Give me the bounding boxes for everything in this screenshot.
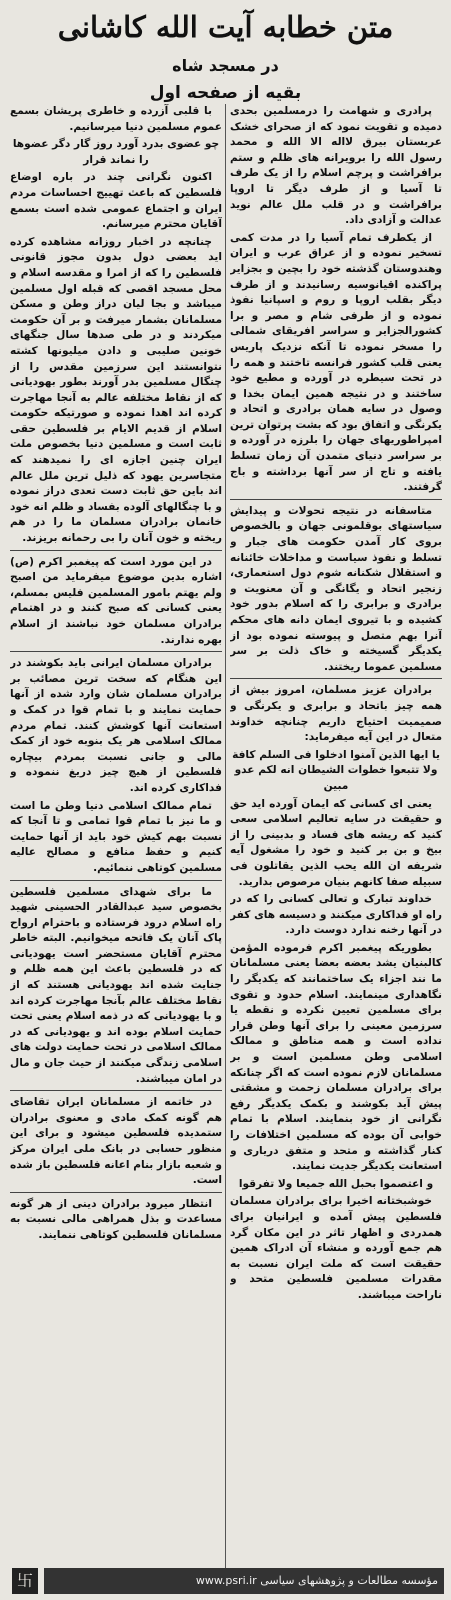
section-rule bbox=[10, 651, 222, 652]
paragraph: برادران عزیز مسلمان، امروز بیش از همه چیز باتحاد و برابری و یکرنگی و صمیمیت احتیاج داریم چنانچه خداوند متعال در این آیه میفرماید: bbox=[230, 684, 442, 744]
section-rule bbox=[10, 880, 222, 881]
paragraph: بطوریکه پیغمبر اکرم فرموده المؤمن کالبنیان یشد بعضه بعضا یعنی مسلمانان ما نند اجزاء یک ساختمانند که یکدیگر را نگاهداری مینمایند. اسلام حدود و تقوی برای مسلمین تعیین نکرده و نقطه یا سرزمین معینی را برای آنها وطن قرار نداده است و همه مناطق و ممالک اسلامی وطن مسلمین است و بر مسلمانان لازم نموده است که اگر چنانکه برای برادران مسلمان زحمت و مشقتی پیش آید بکوشند و بکمک یکدیگر رفع نگرانی از خود بنمایند. اسلام با تمام خوابی آن بوده که مسلمین اختلافات را کنار گذاشته و متحد و متفق دریاری و استعانت یکدیگر جدیت نمایند. bbox=[230, 941, 442, 1173]
section-rule bbox=[230, 678, 442, 679]
quran-verse: یا ایها الذین آمنوا ادخلوا فی السلم کافة ولا تتبعوا خطوات الشیطان انه لکم عدو مبین bbox=[232, 748, 440, 792]
paragraph: چنانچه در اخبار روزانه مشاهده کرده اید بعضی دول بدون مجوز قانونی فلسطین را که از امرا و مقدسه اسلام و محل مسجد اقصی که قبله اول مسلمین میباشد و بجا لیان دراز وطن و مسکن مسلمانان بشمار میرفت و بر آن حکومت میکردند و در طی صدها سال جنگهای خونین صلیبی و دادن میلیونها کشته نتوانستند این سرزمین مقدس را از چنگال مسلمین بدر آورند بطور بهودیانی که از نقاط مختلفه عالم به آنجا مهاجرت کرده اند اهدا نموده و صورتیکه حکومت اسلام از قدیم الایام بر فلسطین حقی ثابت است و مسلمین دنیا بخصوص ملت ایران چنین اجازه ای را نمیدهند که متجاسرین یهود که ذلیل ترین ملل عالم اند باین حق ثابت دست تعدی دراز نموده و با چنگالهای آلوده بفساد و ظلم انه خود خانمان برادران مسلمان ما را در هم ریخته و خون آنان را بی رحمانه بریزند. bbox=[10, 235, 222, 545]
paragraph: برادران مسلمان ایرانی باید بکوشند در این هنگام که سخت ترین مصائب بر برادران مسلمان شان وارد شده از آنها حمایت نمایند و با تمام قوا در کمک و استعانت آنها کوشش کنند. تمام مردم ممالک اسلامی هر یک بنوبه خود از کمک مالی و جانی نسبت بمردم بیچاره فلسطین از هیچ چیز دریغ ننموده و فداکاری کرده اند. bbox=[10, 657, 222, 794]
paragraph: ما برای شهدای مسلمین فلسطین بخصوص سید عبدالقادر الحسینی شهید راه اسلام درود فرستاده و باحترام ارواح پاک آنان یک فاتحه میخوانیم. البته خاطر محترم آقایان مستحضر است یهودیانی که در فلسطین باعث این همه ظلم و جنایت شده اند یهودیانی هستند که از نقاط مختلف عالم بآنجا مهاجرت کرده اند و با یهودیانی که در ذمه اسلام یعنی تحت حمایت اسلام بوده اند و یهودیانی که در ممالک اسلامی در تحت حمایت دولت های اسلامی زندگی میکنند از حیث جان و مال در امان میباشند. bbox=[10, 885, 222, 1085]
quran-verse: و اعتصموا بحبل الله جمیعا ولا تفرقوا bbox=[238, 1177, 434, 1190]
article-header bbox=[0, 0, 451, 112]
column-divider bbox=[225, 104, 226, 1594]
section-rule bbox=[10, 1192, 222, 1193]
paragraph: در خاتمه از مسلمانان ایران تقاضای هم گونه کمک مادی و معنوی برادران ستمدیده فلسطین میشود و برای این منظور حسابی در بانک ملی ایران مرکز و شعبه بازار بنام اعانه فلسطین باز شده است. bbox=[10, 1096, 222, 1187]
paragraph: یعنی ای کسانی که ایمان آورده اید حق و حقیقت در سایه تعالیم اسلامی سعی کنید که ریشه های فساد و بدبینی را از بیخ و بن بر کنید و خود را مشغول آیه شریفه ان الله یحب الذین یقاتلون فی سبیله صفا کانهم بنیان مرصوص بدارید. bbox=[230, 797, 442, 888]
watermark-footer: مؤسسه مطالعات و پژوهشهای سیاسی www.psri.ir bbox=[44, 1568, 444, 1594]
institute-logo-icon: 卐 bbox=[12, 1568, 38, 1594]
left-column bbox=[10, 104, 222, 1584]
paragraph: خوشبختانه اخیرا برای برادران مسلمان فلسطین پیش آمده و ایرانیان برای همدردی و اظهار تاثر در این مکان گرد هم جمع آورده و منشاء آن ادراک همین حقیقت است که ملت ایران نسبت به مقدرات مسلمین فلسطین متحد و ناراحت میباشند. bbox=[230, 1195, 442, 1301]
paragraph: در این مورد است که پیغمبر اکرم (ص) اشاره بدین موضوع میفرماید من اصبح ولم یهتم بامور المسلمین فلیس بمسلم، یعنی کسانی که صبح کنند و در اهتمام برادران مسلمان خود نباشند از اسلام بهره ندارند. bbox=[10, 555, 222, 646]
article-title: متن خطابه آیت الله کاشانی bbox=[57, 10, 394, 44]
section-rule bbox=[10, 550, 222, 551]
poem-line: چو عضوی بدرد آورد روز گار دگر عضوها را نماند قرار bbox=[12, 138, 220, 166]
continued-label: بقیه از صفحه اول bbox=[149, 83, 302, 103]
paragraph: پرادری و شهامت را درمسلمین بحدی دمیده و تقویت نمود که از صحرای خشک عربستان بیرق لااله الا الله و محمد رسول الله را برویرانه های ظلم و ستم برافراشت و پرچم اسلام را از یک طرف تا آسیا و از طرف دیگر تا اروپا برافراشت و در قلب ملل عالم نوید عدالت و آزادی داد. bbox=[230, 105, 442, 227]
paragraph: انتظار میرود برادران دینی از هر گونه مساعدت و بذل همراهی مالی نسبت به مسلمانان فلسطین کوتاهی ننمایند. bbox=[10, 1197, 222, 1241]
paragraph: خداوند تبارک و تعالی کسانی را که در راه او فداکاری میکنند و دسیسه های کفر در آنها رخنه ندارد دوست دارد. bbox=[230, 893, 442, 937]
section-rule bbox=[230, 499, 442, 500]
paragraph: از یکطرف تمام آسیا را در مدت کمی تسخیر نموده و از عراق عرب و ایران وهندوستان گذشته خود را بچین و بجزایر پراکنده اقیانوسیه رسانیدند و از طرف دیگر بقلب اروپا و روم و اسپانیا نفوذ نموده و از طرفی شام و مصر و برا کشورالجزایر و سراسر افریقای شمالی را مسخر نموده تا آنکه نزدیک پاریس یعنی قلب کشور فرانسه تاختند و همه را در تحت سیطره در آورده و مطیع خود ساختند و در نتیجه همین ایمان بخدا و وصول در سایه همان برادری و اتحاد و یکرنگی و اتفاق بود که بشت پرتوان ترین امپراطوریهای جهان را بلرزه در آورده و بر سراسر دنیای متمدن آن زمان تسلط یافته و تاج از سر آنها برداشته و باج گرفتند. bbox=[230, 231, 442, 494]
right-column bbox=[230, 104, 442, 1584]
article-subtitle: در مسجد شاه bbox=[172, 56, 279, 75]
paragraph: با قلبی آزرده و خاطری پریشان بسمع عموم مسلمین دنیا میرسانیم. bbox=[10, 105, 222, 133]
paragraph: تمام ممالک اسلامی دنیا وطن ما است و ما نیز با تمام قوا تمامی و تا آنجا که نسبت بهم کیش خود باید از آنها حمایت کنیم و حفظ منافع و مصالح عالیه مسلمین کوتاهی ننمائیم. bbox=[10, 799, 222, 874]
paragraph: متاسفانه در نتیجه تحولات و پیدایش سیاستهای بوقلمونی جهان و بالخصوص بروی کار آمدن حکومت های جبار و تسلط و نفوذ سیاست و مداخلات خائنانه و استقلال شکنانه شوم دول استعماری، زنجیر اتحاد و یگانگی و آن معنویت و برادری و برابری را که اسلام بدور خود کشیده و با تیروی ایمان دانه های محکم آنرا بهم متصل و پیوسته نموده بود از یکدیگر گسیخته و خاک ذلت بر سر مسلمین عموما ریختند. bbox=[230, 504, 442, 673]
paragraph: اکنون نگرانی چند در باره اوضاع فلسطین که باعث تهییج احساسات مردم ایران و اجتماع عمومی شده است بسمع آقایان محترم میرسانم. bbox=[10, 171, 222, 231]
section-rule bbox=[10, 1090, 222, 1091]
